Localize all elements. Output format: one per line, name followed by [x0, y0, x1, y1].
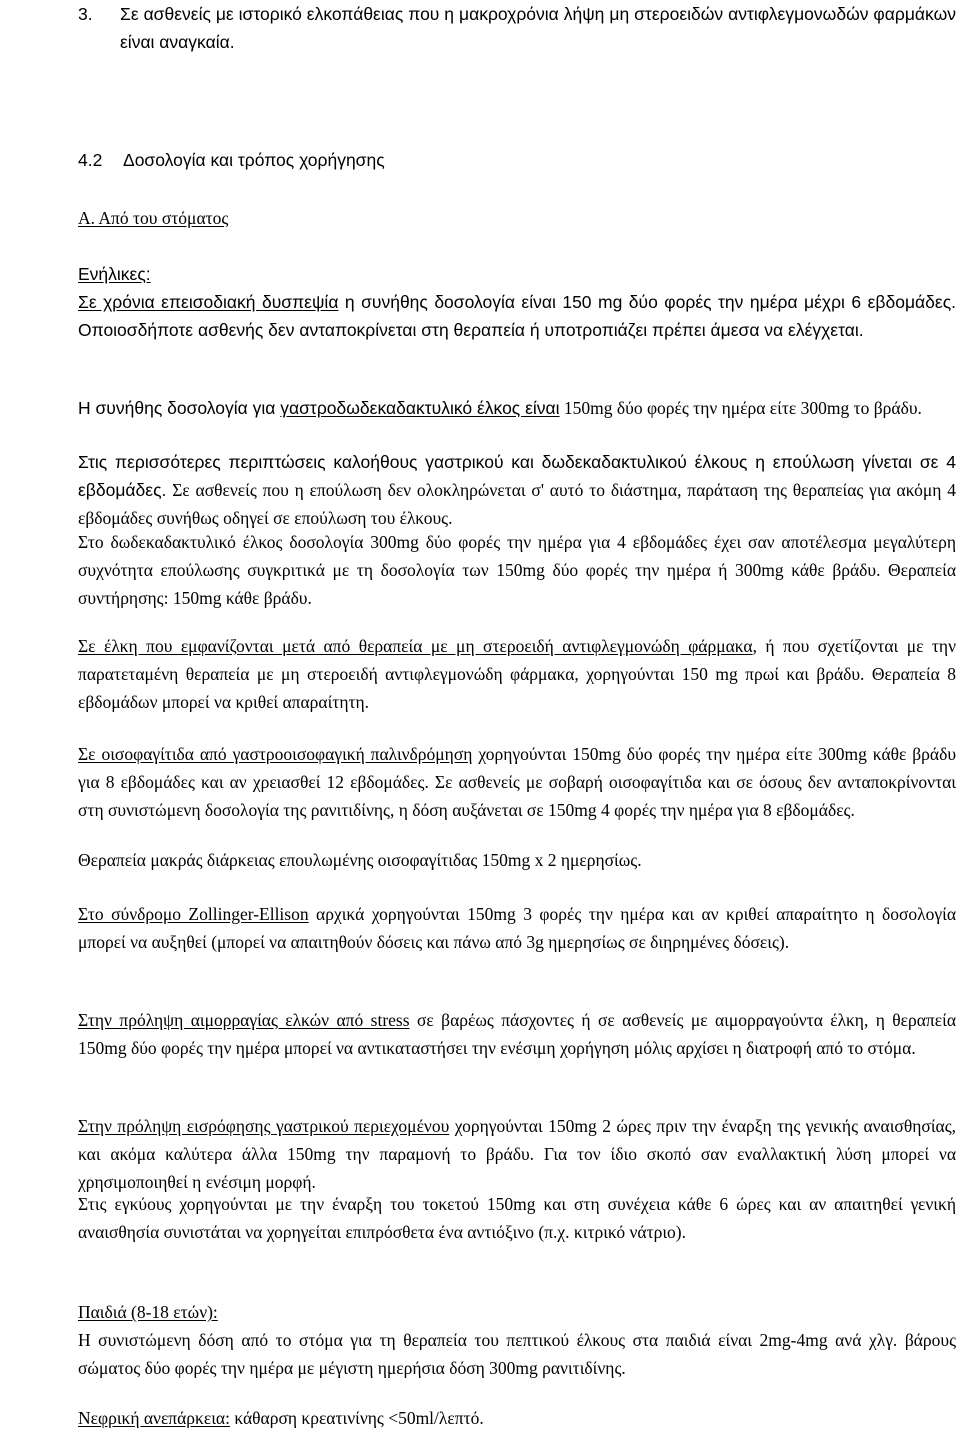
stress-paragraph: [78, 1006, 956, 1062]
zollinger-paragraph: [78, 900, 956, 956]
indication-gerd: Σε οισοφαγίτιδα από γαστροοισοφαγική παλινδρόμηση: [78, 744, 473, 764]
aspiration-paragraph: [78, 1112, 956, 1196]
adults-paragraph-3: [78, 448, 956, 532]
paragraph-text: χορηγούνται 150mg 2 ώρες πριν την έναρξη της γενικής αναισθησίας, και ακόμα καλύτερα άλλα 150mg την παραμονή το βράδυ. Για τον ίδιο σκοπό σαν εναλλακτική λύση μπορεί να χρησιμοποιηθεί η ενέσιμη μορφή.: [78, 1116, 956, 1192]
indication-nsaid: Σε έλκη που εμφανίζονται μετά από θεραπεία με μη στεροειδή αντιφλεγμονώδη φάρμακα: [78, 636, 753, 656]
indication-ulcer: γαστροδωδεκαδακτυλικό έλκος είναι: [280, 398, 560, 418]
nsaid-paragraph: [78, 632, 956, 716]
renal-heading: Νεφρική ανεπάρκεια:: [78, 1408, 230, 1428]
section-title: Δοσολογία και τρόπος χορήγησης: [123, 150, 385, 170]
paragraph-text: χορηγούνται 150mg δύο φορές την ημέρα είτε 300mg κάθε βράδυ για 8 εβδομάδες και αν χρειασθεί 12 εβδομάδες. Σε ασθενείς με σοβαρή οισοφαγίτιδα και σε όσους δεν ανταποκρίνονται στη συνιστώμενη δοσολογία της ρανιτιδίνης, η δόση αυξάνεται σε 150mg 4 φορές την ημέρα για 8 εβδομάδες.: [78, 744, 956, 820]
gerd-paragraph: [78, 740, 956, 824]
renal-paragraph: [78, 1404, 956, 1432]
list-number: 3.: [78, 4, 93, 24]
list-item-text: Σε ασθενείς με ιστορικό ελκοπάθειας που η μακροχρόνια λήψη μη στεροειδών αντιφλεγμονωδών φαρμάκων είναι αναγκαία.: [120, 4, 956, 52]
paragraph-text: η συνήθης δοσολογία είναι 150 mg δύο φορές την ημέρα μέχρι 6 εβδομάδες. Οποιοσδήποτε ασθενής δεν ανταποκρίνεται στη θεραπεία ή υποτροπιάζει πρέπει άμεσα να ελέγχεται.: [78, 292, 956, 340]
paragraph-text: Στις περισσότερες περιπτώσεις καλοήθους γαστρικού και δωδεκαδακτυλικού έλκους η επούλωση γίνεται σε 4 εβδομάδες.: [78, 452, 956, 500]
indication-dyspepsia: Σε χρόνια επεισοδιακή δυσπεψία: [78, 292, 339, 312]
paragraph-text: 150mg δύο φορές την ημέρα είτε 300mg το βράδυ.: [559, 398, 922, 418]
adults-paragraph-2: [78, 394, 956, 422]
adults-paragraph-1: [78, 288, 956, 344]
children-paragraph: Η συνιστώμενη δόση από το στόμα για τη θεραπεία του πεπτικού έλκους στα παιδιά είναι 2mg-4mg ανά χλγ. βάρους σώματος δύο φορές την ημέρα με μέγιστη ημερήσια δόση 300mg ρανιτιδίνης.: [78, 1330, 956, 1378]
paragraph-text: κάθαρση κρεατινίνης <50ml/λεπτό.: [229, 1408, 484, 1428]
adults-heading: Ενήλικες:: [78, 264, 151, 284]
adults-paragraph-4: Στο δωδεκαδακτυλικό έλκος δοσολογία 300mg δύο φορές την ημέρα για 4 εβδομάδες έχει σαν αποτέλεσμα μεγαλύτερη συχνότητα επούλωσης συγκριτικά με τη δοσολογία των 150mg δύο φορές την ημέρα ή 300mg κάθε βράδυ. Θεραπεία συντήρησης: 150mg κάθε βράδυ.: [78, 532, 956, 608]
indication-stress: Στην πρόληψη αιμορραγίας ελκών από stress: [78, 1010, 410, 1030]
paragraph-text: Σε ασθενείς που η επούλωση δεν ολοκληρώνεται σ' αυτό το διάστημα, παράταση της θεραπείας για ακόμη 4 εβδομάδες συνήθως οδηγεί σε επούλωση του έλκους.: [78, 480, 956, 528]
indication-zollinger: Στο σύνδρομο Zollinger-Ellison: [78, 904, 309, 924]
pregnant-paragraph: Στις εγκύους χορηγούνται με την έναρξη του τοκετού 150mg και στη συνέχεια κάθε 6 ώρες και αν απαιτηθεί γενική αναισθησία συνιστάται να χορηγείται επιπρόσθετα ένα αντιόξινο (π.χ. κιτρικό νάτριο).: [78, 1194, 956, 1242]
gerd-longterm: Θεραπεία μακράς διάρκειας επουλωμένης οισοφαγίτιδας 150mg x 2 ημερησίως.: [78, 850, 642, 870]
indication-aspiration: Στην πρόληψη εισρόφησης γαστρικού περιεχομένου: [78, 1116, 450, 1136]
subsection-heading: Α. Από του στόματος: [78, 208, 229, 228]
paragraph-text: αρχικά χορηγούνται 150mg 3 φορές την ημέρα και αν κριθεί απαραίτητο η δοσολογία μπορεί να αυξηθεί (μπορεί να απαιτηθούν δόσεις και πάνω από 3g ημερησίως σε διηρημένες δόσεις).: [78, 904, 956, 952]
paragraph-text: Η συνήθης δοσολογία για: [78, 398, 281, 418]
children-heading: Παιδιά (8-18 ετών):: [78, 1302, 218, 1322]
paragraph-text: σε βαρέως πάσχοντες ή σε ασθενείς με αιμορραγούντα έλκη, η θεραπεία 150mg δύο φορές την ημέρα μπορεί να αντικαταστήσει την ενέσιμη χορήγηση μόλις αρχίσει η διατροφή από το στόμα.: [78, 1010, 956, 1058]
paragraph-text: , ή που σχετίζονται με την παρατεταμένη θεραπεία με μη στεροειδή αντιφλεγμονώδη φάρμακα, χορηγούνται 150 mg πρωί και βράδυ. Θεραπεία 8 εβδομάδων μπορεί να κριθεί απαραίτητη.: [78, 636, 956, 712]
section-number: 4.2: [78, 150, 103, 170]
